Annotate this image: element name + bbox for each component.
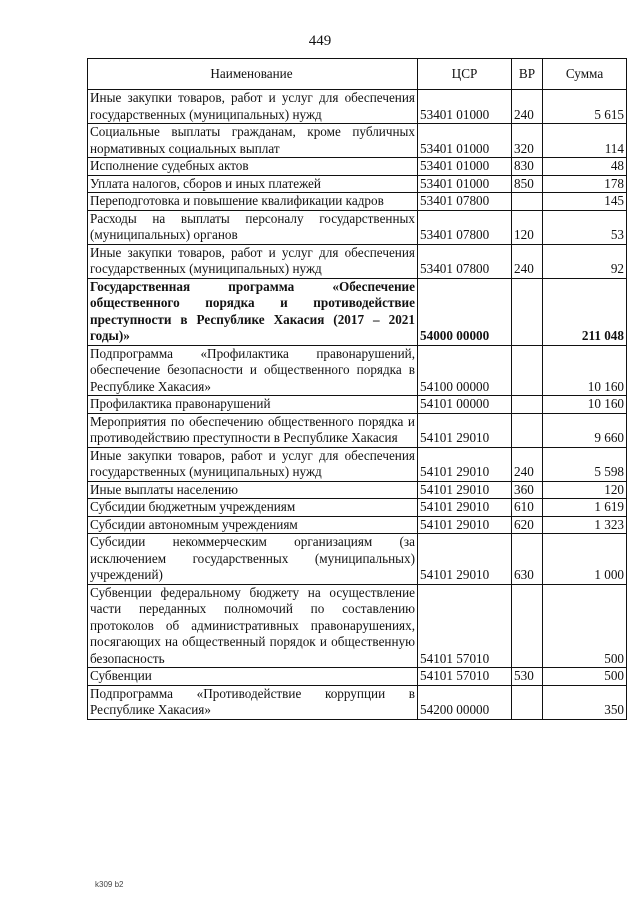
row-name-cell: Социальные выплаты гражданам, кроме публичных нормативных социальных выплат — [88, 124, 418, 158]
row-name-cell: Профилактика правонарушений — [88, 396, 418, 414]
row-name-cell: Исполнение судебных актов — [88, 158, 418, 176]
row-name-cell: Переподготовка и повышение квалификации кадров — [88, 193, 418, 211]
row-vr-cell — [512, 413, 543, 447]
row-vr-cell: 610 — [512, 499, 543, 517]
table-row — [88, 413, 627, 447]
row-vr-cell — [512, 396, 543, 414]
table-row — [88, 244, 627, 278]
row-vr-cell — [512, 584, 543, 668]
row-name-cell: Уплата налогов, сборов и иных платежей — [88, 175, 418, 193]
row-sum-cell: 500 — [543, 668, 627, 686]
row-csr-cell: 54101 29010 — [418, 447, 512, 481]
row-vr-cell: 620 — [512, 516, 543, 534]
budget-table — [87, 58, 627, 720]
row-vr-cell — [512, 685, 543, 719]
row-sum-cell: 48 — [543, 158, 627, 176]
row-sum-cell: 10 160 — [543, 396, 627, 414]
row-vr-cell: 120 — [512, 210, 543, 244]
row-vr-cell — [512, 278, 543, 345]
table-row — [88, 396, 627, 414]
row-sum-cell: 178 — [543, 175, 627, 193]
row-vr-cell: 530 — [512, 668, 543, 686]
footer-code: k309 b2 — [95, 880, 124, 889]
row-csr-cell: 53401 07800 — [418, 210, 512, 244]
row-sum-cell: 1 323 — [543, 516, 627, 534]
row-name-cell: Мероприятия по обеспечению общественного порядка и противодействию преступности в Республике Хакасия — [88, 413, 418, 447]
row-sum-cell: 5 615 — [543, 90, 627, 124]
table-row — [88, 193, 627, 211]
column-header-csr: ЦСР — [418, 59, 512, 90]
table-row — [88, 668, 627, 686]
row-name-cell: Государственная программа «Обеспечение общественного порядка и противодействие преступности в Республике Хакасия (2017 – 2021 годы)» — [88, 278, 418, 345]
row-name-cell: Подпрограмма «Профилактика правонарушений, обеспечение безопасности и общественного порядка в Республике Хакасия» — [88, 345, 418, 396]
row-csr-cell: 53401 07800 — [418, 193, 512, 211]
row-csr-cell: 54000 00000 — [418, 278, 512, 345]
table-row — [88, 584, 627, 668]
row-csr-cell: 54101 29010 — [418, 499, 512, 517]
row-csr-cell: 54101 29010 — [418, 481, 512, 499]
row-name-cell: Субсидии автономным учреждениям — [88, 516, 418, 534]
row-csr-cell: 53401 01000 — [418, 124, 512, 158]
row-sum-cell: 145 — [543, 193, 627, 211]
row-name-cell: Субвенции федеральному бюджету на осуществление части переданных полномочий по составлению протоколов об административных правонарушениях, посягающих на общественный порядок и общественную безопасность — [88, 584, 418, 668]
row-sum-cell: 500 — [543, 584, 627, 668]
row-sum-cell: 92 — [543, 244, 627, 278]
row-csr-cell: 53401 01000 — [418, 158, 512, 176]
table-row — [88, 90, 627, 124]
table-row — [88, 685, 627, 719]
column-header-vr: ВР — [512, 59, 543, 90]
row-name-cell: Иные закупки товаров, работ и услуг для обеспечения государственных (муниципальных) нужд — [88, 90, 418, 124]
row-sum-cell: 350 — [543, 685, 627, 719]
row-vr-cell: 240 — [512, 90, 543, 124]
table-row — [88, 210, 627, 244]
row-vr-cell: 850 — [512, 175, 543, 193]
table-row — [88, 534, 627, 585]
row-sum-cell: 211 048 — [543, 278, 627, 345]
row-sum-cell: 53 — [543, 210, 627, 244]
table-row — [88, 516, 627, 534]
row-sum-cell: 1 000 — [543, 534, 627, 585]
table-row — [88, 447, 627, 481]
row-name-cell: Субсидии бюджетным учреждениям — [88, 499, 418, 517]
row-sum-cell: 9 660 — [543, 413, 627, 447]
row-vr-cell — [512, 345, 543, 396]
table-row — [88, 278, 627, 345]
row-csr-cell: 54101 00000 — [418, 396, 512, 414]
row-vr-cell: 360 — [512, 481, 543, 499]
column-header-sum: Сумма — [543, 59, 627, 90]
row-csr-cell: 54200 00000 — [418, 685, 512, 719]
row-csr-cell: 53401 07800 — [418, 244, 512, 278]
row-sum-cell: 10 160 — [543, 345, 627, 396]
table-row — [88, 499, 627, 517]
table-row — [88, 124, 627, 158]
row-csr-cell: 54101 29010 — [418, 413, 512, 447]
page-number: 449 — [308, 33, 332, 49]
row-sum-cell: 114 — [543, 124, 627, 158]
row-vr-cell: 240 — [512, 244, 543, 278]
table-body — [88, 90, 627, 720]
table-row — [88, 158, 627, 176]
row-name-cell: Иные выплаты населению — [88, 481, 418, 499]
row-sum-cell: 1 619 — [543, 499, 627, 517]
row-name-cell: Иные закупки товаров, работ и услуг для обеспечения государственных (муниципальных) нужд — [88, 244, 418, 278]
row-name-cell: Субсидии некоммерческим организациям (за исключением государственных (муниципальных) учреждений) — [88, 534, 418, 585]
row-sum-cell: 120 — [543, 481, 627, 499]
row-csr-cell: 53401 01000 — [418, 90, 512, 124]
row-vr-cell — [512, 193, 543, 211]
row-name-cell: Субвенции — [88, 668, 418, 686]
row-name-cell: Подпрограмма «Противодействие коррупции в Республике Хакасия» — [88, 685, 418, 719]
table-row — [88, 345, 627, 396]
row-vr-cell: 830 — [512, 158, 543, 176]
row-vr-cell: 320 — [512, 124, 543, 158]
row-csr-cell: 53401 01000 — [418, 175, 512, 193]
column-header-name: Наименование — [88, 59, 418, 90]
row-csr-cell: 54101 57010 — [418, 584, 512, 668]
table-row — [88, 175, 627, 193]
row-csr-cell: 54101 57010 — [418, 668, 512, 686]
row-name-cell: Расходы на выплаты персоналу государственных (муниципальных) органов — [88, 210, 418, 244]
row-sum-cell: 5 598 — [543, 447, 627, 481]
row-vr-cell: 240 — [512, 447, 543, 481]
row-vr-cell: 630 — [512, 534, 543, 585]
row-csr-cell: 54100 00000 — [418, 345, 512, 396]
row-csr-cell: 54101 29010 — [418, 534, 512, 585]
row-name-cell: Иные закупки товаров, работ и услуг для обеспечения государственных (муниципальных) нужд — [88, 447, 418, 481]
table-header-row — [88, 59, 627, 90]
table-row — [88, 481, 627, 499]
row-csr-cell: 54101 29010 — [418, 516, 512, 534]
